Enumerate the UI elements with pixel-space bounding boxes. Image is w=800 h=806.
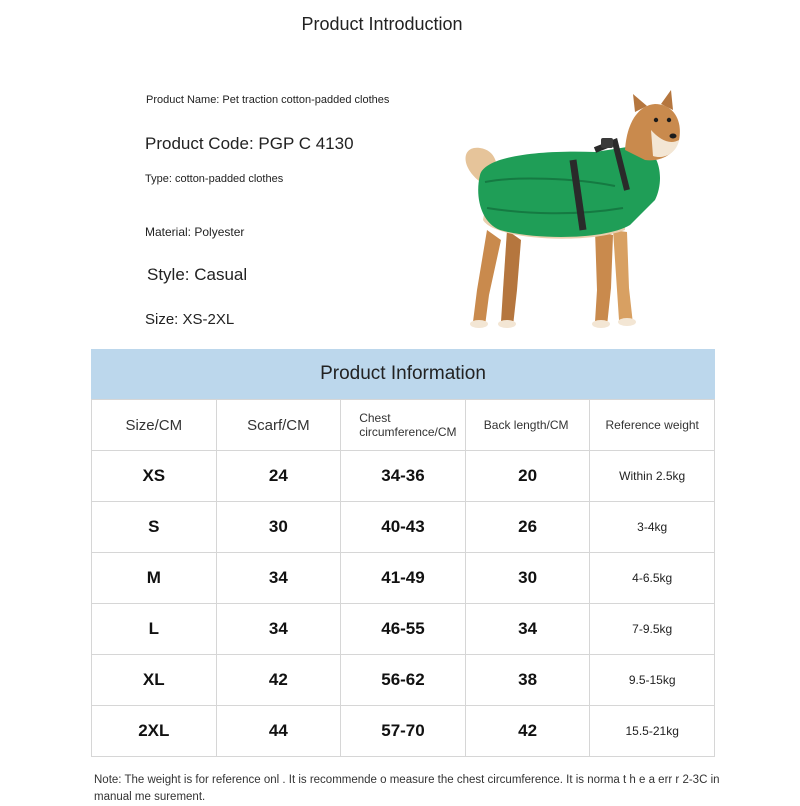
table-title: Product Information	[91, 349, 715, 399]
cell-chest: 40-43	[341, 502, 466, 553]
cell-scarf: 30	[216, 502, 341, 553]
page-title: Product Introduction	[301, 14, 463, 34]
product-material-line: Material: Polyester	[145, 225, 245, 239]
product-type-line: Type: cotton-padded clothes	[145, 173, 284, 185]
cell-chest: 46-55	[341, 604, 466, 655]
cell-reference-weight: 7-9.5kg	[590, 604, 715, 655]
table-row	[92, 655, 715, 706]
cell-reference-weight: 4-6.5kg	[590, 553, 715, 604]
cell-size: XS	[92, 451, 217, 502]
cell-size: XL	[92, 655, 217, 706]
table-header-row	[92, 400, 715, 451]
cell-back-length: 42	[465, 706, 590, 757]
cell-back-length: 30	[465, 553, 590, 604]
cell-size: S	[92, 502, 217, 553]
cell-reference-weight: Within 2.5kg	[590, 451, 715, 502]
table-row	[92, 451, 715, 502]
col-header-chest: Chest circumference/CM	[341, 400, 466, 451]
cell-reference-weight: 3-4kg	[590, 502, 715, 553]
cell-chest: 41-49	[341, 553, 466, 604]
cell-back-length: 20	[465, 451, 590, 502]
cell-reference-weight: 9.5-15kg	[590, 655, 715, 706]
product-style-line: Style: Casual	[147, 265, 248, 284]
cell-scarf: 42	[216, 655, 341, 706]
cell-chest: 34-36	[341, 451, 466, 502]
cell-back-length: 38	[465, 655, 590, 706]
size-table	[91, 399, 715, 757]
col-header-scarf: Scarf/CM	[216, 400, 341, 451]
cell-scarf: 34	[216, 604, 341, 655]
product-photo-dog	[455, 90, 685, 340]
table-row	[92, 706, 715, 757]
cell-size: M	[92, 553, 217, 604]
col-header-reference-weight: Reference weight	[590, 400, 715, 451]
cell-back-length: 34	[465, 604, 590, 655]
product-size-line: Size: XS-2XL	[145, 311, 235, 328]
cell-chest: 56-62	[341, 655, 466, 706]
product-name-line: Product Name: Pet traction cotton-padded clothes	[146, 94, 390, 106]
product-information-table	[91, 349, 715, 757]
table-row	[92, 553, 715, 604]
cell-scarf: 24	[216, 451, 341, 502]
cell-chest: 57-70	[341, 706, 466, 757]
product-code-line: Product Code: PGP C 4130	[145, 134, 354, 153]
measurement-note: Note: The weight is for reference onl . It is recommende o measure the chest circumference. It is norma t h e a err r 2-3C in manual me surement.	[94, 774, 720, 803]
table-row	[92, 604, 715, 655]
cell-scarf: 34	[216, 553, 341, 604]
cell-back-length: 26	[465, 502, 590, 553]
cell-scarf: 44	[216, 706, 341, 757]
cell-reference-weight: 15.5-21kg	[590, 706, 715, 757]
cell-size: 2XL	[92, 706, 217, 757]
cell-size: L	[92, 604, 217, 655]
col-header-size: Size/CM	[92, 400, 217, 451]
table-row	[92, 502, 715, 553]
col-header-back-length: Back length/CM	[465, 400, 590, 451]
